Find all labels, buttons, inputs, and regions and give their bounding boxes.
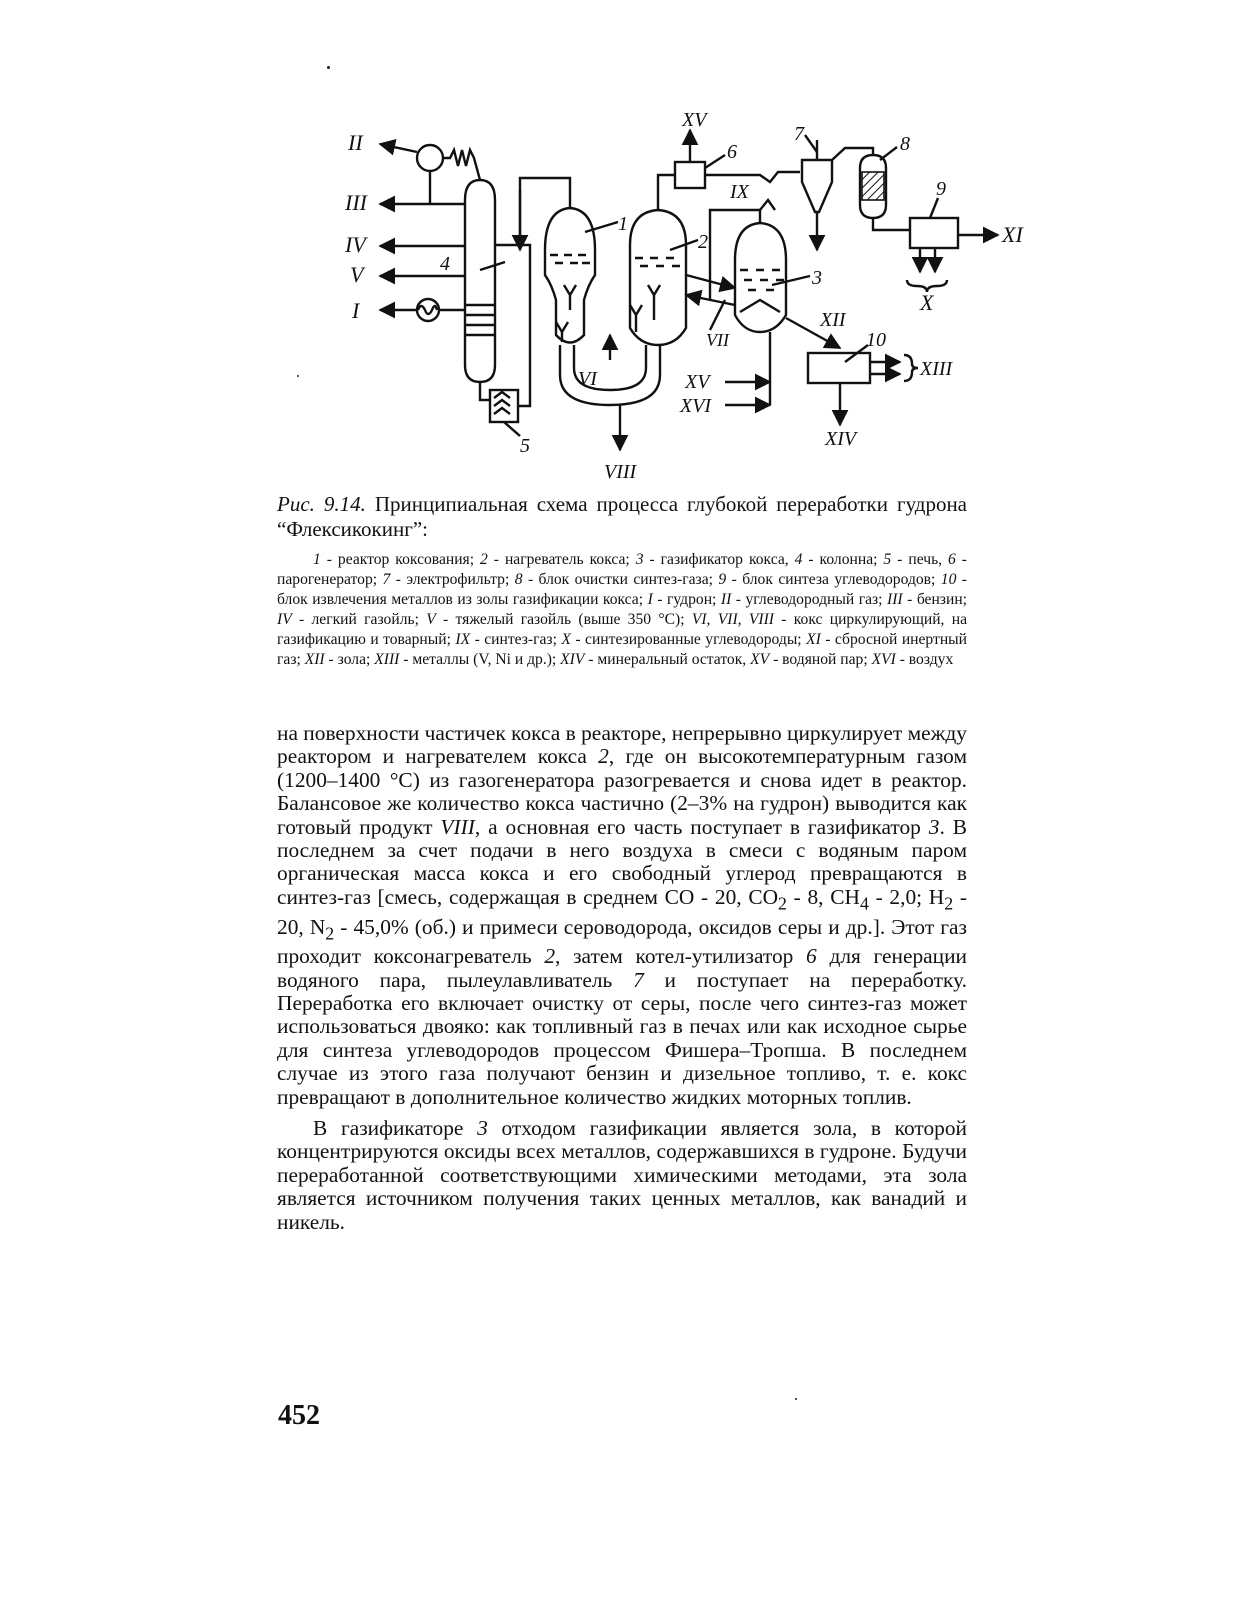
legend-key: 3 [635, 551, 644, 568]
label-V: V [350, 262, 364, 287]
unit-8: 8 [900, 133, 910, 155]
subscript: 2 [325, 922, 335, 943]
text-run-italic: 3 [477, 1116, 488, 1141]
subscript: 2 [944, 893, 954, 914]
legend-key: II [720, 591, 732, 608]
text-run: . В последнем за счет подачи в него воздуха в смеси с водяным паром органическая масса кокса и его свободный углерод превращаются в синтез-газ [смесь, содержащая в среднем СО - 20, СО [277, 814, 967, 909]
legend-text: - металлы (V, Ni и др.); [399, 651, 561, 668]
caption-legend [277, 550, 967, 670]
label-XV-top: XV [682, 109, 707, 131]
text-run: , где он высокотемпературным газом (1200–1400 °С) из газогенератора разогревается и снова идет в реактор. Балансовое же количество кокса частично (2–3% на гудрон) выводится как готовый продукт [277, 744, 968, 839]
legend-key: 7 [382, 571, 391, 588]
flexicoking-scheme-svg [330, 100, 1030, 485]
text-run: В газификаторе [313, 1116, 478, 1141]
text-run: - 20, N [277, 884, 967, 939]
label-IV: IV [345, 232, 366, 257]
caption-title-text: Принципиальная схема процесса глубокой переработки гудрона “Флексикокинг”: [277, 492, 968, 541]
label-XI: XI [1002, 222, 1023, 247]
gasifier-3 [735, 223, 786, 332]
text-run-italic: 2 [544, 944, 556, 969]
text-run: на поверхности частичек кокса в реакторе, непрерывно циркулирует между реактором и нагревателем кокса [277, 721, 967, 769]
legend-key: XI [806, 631, 821, 648]
unit-10: 10 [866, 329, 886, 351]
legend-text: - печь, [891, 551, 949, 568]
scan-speck [327, 66, 330, 69]
text-run: отходом газификации является зола, в которой концентрируются оксиды всех металлов, содержавшихся в гудроне. Будучи переработанной соответствующими химическими методами, эта зола является источником получения таких ценных металлов, как ванадий и никель. [277, 1116, 967, 1234]
label-X: X [920, 290, 934, 315]
legend-text: - парогенератор; [277, 551, 968, 588]
legend-key: 4 [794, 551, 803, 568]
body-paragraph [277, 1117, 967, 1234]
legend-key: 6 [948, 551, 956, 568]
legend-text: - колонна; [802, 551, 884, 568]
legend-key: 2 [480, 551, 488, 568]
legend-key: XIII [374, 651, 400, 668]
legend-key: I [647, 591, 653, 608]
legend-text: - газификатор кокса, [643, 551, 795, 568]
text-run: - 2,0; Н [868, 884, 945, 909]
legend-text: - блок очистки синтез-газа; [522, 571, 719, 588]
legend-text: - минеральный остаток, [584, 651, 751, 668]
unit-7: 7 [794, 123, 804, 145]
figure-caption [277, 492, 967, 670]
label-I: I [352, 298, 360, 323]
label-VIII: VIII [604, 461, 637, 483]
legend-key: V [426, 611, 436, 628]
label-VI: VI [578, 368, 597, 390]
legend-text: - воздух [895, 651, 954, 668]
legend-key: XVI [871, 651, 896, 668]
legend-text: - водяной пар; [769, 651, 872, 668]
legend-text: - легкий газойль; [291, 611, 427, 628]
scan-speck [297, 375, 299, 377]
legend-text: - электрофильтр; [390, 571, 515, 588]
legend-text: - зола; [324, 651, 375, 668]
unit-9: 9 [936, 178, 946, 200]
legend-key: IV [277, 611, 292, 628]
legend-key: VI, VII, VIII [691, 611, 774, 628]
text-run: - 45,0% (об.) и примеси сероводорода, оксидов серы и др.]. Этот газ проходит коксонагреватель [277, 914, 967, 969]
coke-heater-2 [630, 210, 686, 345]
legend-key: III [887, 591, 903, 608]
legend-key: X [561, 631, 571, 648]
text-run-italic: 3 [928, 814, 940, 839]
legend-key: 9 [718, 571, 727, 588]
subscript: 2 [778, 893, 787, 914]
unit-5: 5 [520, 435, 530, 457]
legend-text: - гудрон; [652, 591, 721, 608]
legend-text: - бензин; [902, 591, 967, 608]
column-4 [465, 180, 495, 382]
legend-key: 5 [883, 551, 892, 568]
label-XV: XV [685, 371, 710, 393]
unit-3: 3 [812, 267, 822, 289]
subscript: 4 [859, 893, 869, 914]
text-run: - 8, СН [786, 884, 860, 909]
unit-2: 2 [698, 231, 708, 253]
caption-title [277, 492, 967, 542]
legend-text: - тяжелый газойль (выше 350 °С); [435, 611, 692, 628]
legend-key: XII [304, 651, 325, 668]
text-run: для генерации водяного пара, пылеулавливатель [277, 944, 967, 992]
electrofilter-7 [802, 160, 832, 212]
text-run-italic: VIII [440, 814, 475, 839]
legend-key: 1 [313, 551, 321, 568]
body-paragraph [277, 722, 967, 1109]
label-II: II [348, 130, 363, 155]
text-run-italic: 6 [806, 944, 817, 969]
legend-text: - синтез-газ; [470, 631, 562, 648]
text-run-italic: 2 [598, 744, 609, 769]
label-XIV: XIV [825, 428, 857, 450]
unit-4: 4 [440, 253, 450, 275]
process-flow-diagram [330, 100, 1030, 485]
label-IX: IX [730, 181, 749, 203]
legend-text: - блок извлечения металлов из золы газификации кокса; [277, 571, 968, 608]
text-run: и поступает на переработку. Переработка его включает очистку от серы, после чего синтез-газ может использоваться двояко: как топливный газ в печах или как исходное сырье для синтеза углеводородов процессом Фишера–Тропша. В последнем случае из этого газа получают бензин и дизельное топливо, т. е. кокс превращают в дополнительное количество жидких моторных топлив. [277, 967, 968, 1109]
label-III: III [345, 190, 367, 215]
label-VII: VII [706, 330, 729, 350]
legend-text: - реактор коксования; [320, 551, 481, 568]
legend-text: - нагреватель кокса; [487, 551, 636, 568]
label-XIII: XIII [920, 358, 953, 380]
figure-number: Рис. 9.14. [277, 492, 366, 516]
legend-text: - углеводородный газ; [731, 591, 888, 608]
label-XVI: XVI [680, 395, 712, 417]
legend-key: XV [750, 651, 770, 668]
unit-6: 6 [727, 141, 737, 163]
body-text [277, 722, 967, 1234]
legend-key: XIV [560, 651, 585, 668]
scan-speck [795, 1398, 797, 1400]
legend-text: - сбросной инертный газ; [277, 631, 968, 668]
page-number: 452 [278, 1400, 320, 1431]
legend-text: - блок синтеза углеводородов; [726, 571, 941, 588]
text-run: , затем котел-утилизатор [555, 944, 807, 969]
text-run-italic: 7 [633, 967, 644, 992]
legend-text: - синтезированные углеводороды; [570, 631, 807, 648]
reactor-1 [545, 208, 595, 343]
legend-text: - кокс циркулирующий, на газификацию и товарный; [277, 611, 967, 648]
legend-key: 8 [514, 571, 523, 588]
text-run: , а основная его часть поступает в газификатор [474, 814, 929, 839]
legend-key: 10 [940, 571, 957, 588]
legend-key: IX [455, 631, 471, 648]
unit-1: 1 [618, 213, 628, 235]
label-XII: XII [820, 309, 846, 331]
